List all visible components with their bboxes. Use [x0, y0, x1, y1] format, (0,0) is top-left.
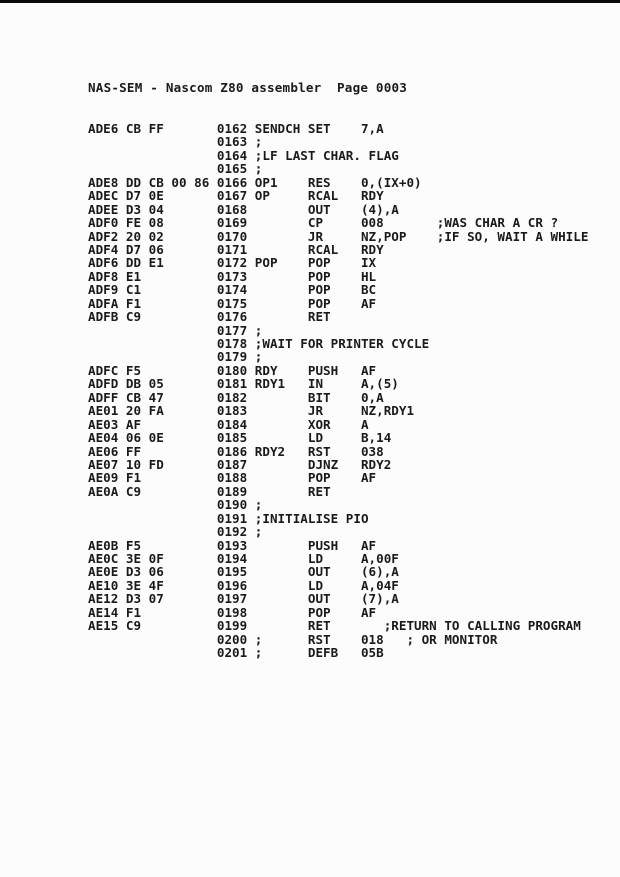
source-text: PUSH AF: [254, 537, 377, 553]
address-and-bytes: ADF4 D7 06: [88, 241, 164, 257]
listing-row: [88, 122, 588, 135]
listing-row: [88, 418, 588, 431]
line-number: 0199: [216, 618, 248, 634]
listing-row: [88, 189, 588, 202]
line-number: 0165: [216, 161, 248, 177]
line-number: 0182: [216, 389, 248, 405]
address-and-bytes: AE0A C9: [88, 483, 142, 499]
listing-row: [88, 579, 588, 592]
source-text: ;: [254, 524, 263, 540]
source-text: ;INITIALISE PIO: [254, 510, 369, 526]
listing-row: [88, 135, 588, 148]
address-and-bytes: ADF8 E1: [88, 268, 142, 284]
source-text: POP AF: [254, 604, 377, 620]
line-number: 0193: [216, 537, 248, 553]
listing-row: [88, 633, 588, 646]
line-number: 0181: [216, 376, 248, 392]
listing-row: [88, 498, 588, 511]
listing-row: [88, 364, 588, 377]
address-and-bytes: ADF9 C1: [88, 282, 142, 298]
address-and-bytes: [88, 324, 217, 337]
source-text: BIT 0,A: [254, 389, 384, 405]
listing-row: [88, 216, 588, 229]
line-number: 0187: [216, 456, 248, 472]
line-number: 0171: [216, 241, 248, 257]
listing-row: [88, 646, 588, 659]
listing-row: [88, 525, 588, 538]
line-number: 0164: [216, 147, 248, 163]
address-and-bytes: ADFC F5: [88, 362, 142, 378]
line-number: 0177: [216, 322, 248, 338]
source-text: RCAL RDY: [254, 241, 384, 257]
address-and-bytes: AE06 FF: [88, 443, 142, 459]
source-text: JR NZ,RDY1: [254, 403, 415, 419]
listing-row: [88, 458, 588, 471]
source-text: ;LF LAST CHAR. FLAG: [254, 147, 399, 163]
source-text: ;WAIT FOR PRINTER CYCLE: [254, 336, 430, 351]
line-number: 0195: [216, 564, 248, 580]
source-text: ;: [254, 322, 263, 338]
line-number: 0200: [216, 631, 248, 647]
address-and-bytes: ADFA F1: [88, 295, 142, 311]
address-and-bytes: [88, 498, 217, 511]
listing-row: [88, 297, 588, 310]
address-and-bytes: ADF0 FE 08: [88, 215, 164, 231]
listing-row: [88, 431, 588, 444]
address-and-bytes: [88, 135, 217, 148]
line-number: 0194: [216, 551, 248, 566]
listing-body: [88, 122, 588, 660]
line-number: 0174: [216, 282, 248, 298]
address-and-bytes: AE10 3E 4F: [88, 577, 164, 593]
address-and-bytes: ADEE D3 04: [88, 201, 164, 217]
listing-row: [88, 592, 588, 605]
listing-row: [88, 162, 588, 175]
line-number: 0201: [216, 645, 248, 661]
address-and-bytes: AE04 06 0E: [88, 430, 164, 446]
line-number: 0173: [216, 268, 248, 284]
listing-row: [88, 512, 588, 525]
line-number: 0176: [216, 309, 248, 325]
listing-row: [88, 324, 588, 337]
source-text: ; DEFB 05B: [254, 645, 384, 661]
listing-row: [88, 539, 588, 552]
line-number: 0169: [216, 215, 248, 231]
line-number: 0168: [216, 201, 248, 217]
source-text: CP 008 ;WAS CHAR A CR ?: [254, 215, 559, 231]
source-text: DJNZ RDY2: [254, 456, 392, 472]
line-number: 0166: [216, 174, 248, 190]
source-text: OP RCAL RDY: [254, 188, 384, 204]
line-number: 0191: [216, 510, 248, 526]
source-text: RET: [254, 309, 331, 325]
address-and-bytes: AE07 10 FD: [88, 456, 164, 472]
listing-row: [88, 230, 588, 243]
listing-row: [88, 404, 588, 417]
source-text: OUT (6),A: [254, 564, 399, 580]
line-number: 0185: [216, 430, 248, 446]
line-number: 0180: [216, 362, 248, 378]
source-text: RET ;RETURN TO CALLING PROGRAM: [254, 618, 581, 634]
line-number: 0178: [216, 336, 248, 351]
address-and-bytes: [88, 149, 217, 162]
listing-row: [88, 377, 588, 390]
address-and-bytes: [88, 337, 217, 350]
address-and-bytes: ADF6 DD E1: [88, 255, 164, 271]
source-text: OUT (4),A: [254, 201, 399, 217]
address-and-bytes: [88, 512, 217, 525]
address-and-bytes: ADFB C9: [88, 309, 142, 325]
listing-row: [88, 243, 588, 256]
address-and-bytes: ADFF CB 47: [88, 389, 164, 405]
source-text: RDY2 RST 038: [254, 443, 384, 459]
address-and-bytes: [88, 525, 217, 538]
listing-row: [88, 256, 588, 269]
source-text: ; RST 018 ; OR MONITOR: [254, 631, 498, 647]
source-text: LD A,04F: [254, 577, 399, 593]
line-number: 0172: [216, 255, 248, 271]
address-and-bytes: AE0C 3E 0F: [88, 551, 164, 566]
listing-row: [88, 471, 588, 484]
line-number: 0197: [216, 591, 248, 607]
source-text: ;: [254, 134, 263, 150]
address-and-bytes: AE03 AF: [88, 416, 142, 432]
source-text: ;: [254, 349, 263, 365]
source-text: POP HL: [254, 268, 377, 284]
source-text: POP POP IX: [254, 255, 377, 271]
listing-row: [88, 310, 588, 323]
listing-row: [88, 606, 588, 619]
listing-row: [88, 619, 588, 632]
address-and-bytes: [88, 646, 217, 659]
listing-row: [88, 149, 588, 162]
address-and-bytes: [88, 162, 217, 175]
line-number: 0192: [216, 524, 248, 540]
source-text: RET: [254, 483, 331, 499]
scan-edge-artifact: [0, 0, 620, 3]
line-number: 0186: [216, 443, 248, 459]
address-and-bytes: AE09 F1: [88, 470, 142, 486]
source-text: ;: [254, 497, 263, 513]
line-number: 0184: [216, 416, 248, 432]
line-number: 0179: [216, 349, 248, 365]
source-text: RDY PUSH AF: [254, 362, 377, 378]
line-number: 0198: [216, 604, 248, 620]
listing-row: [88, 283, 588, 296]
line-number: 0163: [216, 134, 248, 150]
line-number: 0170: [216, 228, 248, 244]
source-text: SENDCH SET 7,A: [254, 121, 384, 136]
listing-row: [88, 350, 588, 363]
source-text: POP AF: [254, 470, 377, 486]
line-number: 0189: [216, 483, 248, 499]
address-and-bytes: ADF2 20 02: [88, 228, 164, 244]
listing-row: [88, 270, 588, 283]
listing-row: [88, 485, 588, 498]
line-number: 0188: [216, 470, 248, 486]
page-title: NAS-SEM - Nascom Z80 assembler Page 0003: [88, 80, 408, 95]
source-text: RDY1 IN A,(5): [254, 376, 399, 392]
address-and-bytes: AE0E D3 06: [88, 564, 164, 580]
address-and-bytes: ADFD DB 05: [88, 376, 164, 392]
address-and-bytes: AE15 C9: [88, 618, 142, 634]
address-and-bytes: ADE6 CB FF: [88, 121, 164, 136]
line-number: 0183: [216, 403, 248, 419]
line-number: 0190: [216, 497, 248, 513]
address-and-bytes: AE14 F1: [88, 604, 142, 620]
listing-row: [88, 203, 588, 216]
source-text: POP BC: [254, 282, 377, 298]
address-and-bytes: [88, 350, 217, 363]
source-text: XOR A: [254, 416, 369, 432]
source-text: LD B,14: [254, 430, 392, 446]
address-and-bytes: AE0B F5: [88, 537, 142, 553]
address-and-bytes: AE12 D3 07: [88, 591, 164, 607]
source-text: OUT (7),A: [254, 591, 399, 607]
source-text: ;: [254, 161, 263, 177]
listing-row: [88, 337, 588, 350]
address-and-bytes: ADEC D7 0E: [88, 188, 164, 204]
source-text: OP1 RES 0,(IX+0): [254, 174, 422, 190]
listing-row: [88, 552, 588, 565]
address-and-bytes: AE01 20 FA: [88, 403, 164, 419]
address-and-bytes: [88, 633, 217, 646]
listing-row: [88, 445, 588, 458]
line-number: 0167: [216, 188, 248, 204]
source-text: POP AF: [254, 295, 377, 311]
source-text: LD A,00F: [254, 551, 399, 566]
line-number: 0175: [216, 295, 248, 311]
line-number: 0196: [216, 577, 248, 593]
address-and-bytes: ADE8 DD CB 00 86: [88, 174, 210, 190]
listing-row: [88, 176, 588, 189]
source-text: JR NZ,POP ;IF SO, WAIT A WHILE: [254, 228, 589, 244]
listing-row: [88, 391, 588, 404]
listing-row: [88, 565, 588, 578]
line-number: 0162: [216, 121, 248, 136]
